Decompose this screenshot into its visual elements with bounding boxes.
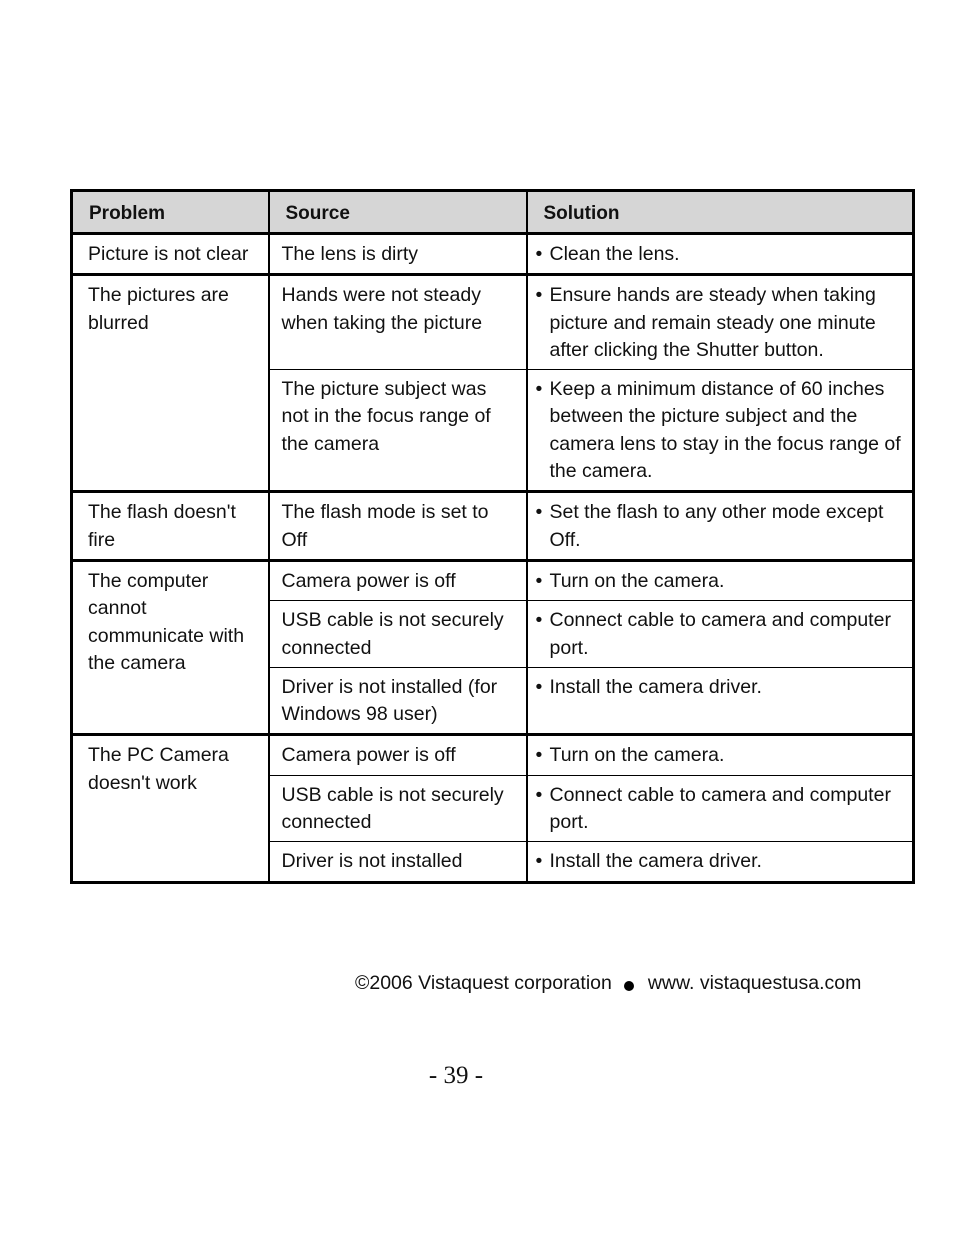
bullet-mark: • (535, 378, 543, 401)
bullet-mark: • (535, 783, 543, 806)
source-cell: Hands were not steady when taking the picture (269, 275, 527, 370)
table-row (72, 735, 914, 775)
source-cell: Driver is not installed (269, 842, 527, 882)
bullet-mark: • (535, 675, 543, 698)
bullet-dot-icon (624, 981, 634, 991)
solution-cell (527, 275, 914, 370)
source-cell: Camera power is off (269, 735, 527, 775)
table-row (72, 560, 914, 600)
bullet-mark: • (535, 850, 543, 873)
source-cell: Camera power is off (269, 560, 527, 600)
solution-text: Set the flash to any other mode except Off. (549, 501, 884, 551)
table-header-row (72, 191, 914, 234)
solution-cell (527, 601, 914, 668)
copyright-text: ©2006 Vistaquest corporation (355, 972, 612, 994)
solution-cell (527, 370, 914, 492)
bullet-mark: • (535, 569, 543, 592)
page-number: - 39 - (428, 1062, 484, 1089)
problem-cell: The computer cannot communicate with the camera (72, 560, 269, 734)
table-row (72, 275, 914, 370)
table-row (72, 234, 914, 275)
solution-text: Clean the lens. (549, 243, 680, 265)
header-problem: Problem (72, 191, 269, 234)
bullet-mark: • (535, 284, 543, 307)
problem-cell: The flash doesn't fire (72, 492, 269, 561)
source-cell: Driver is not installed (for Windows 98 user) (269, 667, 527, 735)
source-cell: The picture subject was not in the focus range of the camera (269, 370, 527, 492)
solution-text: Keep a minimum distance of 60 inches between the picture subject and the camera lens to stay in the focus range of the camera. (549, 378, 901, 483)
bullet-mark: • (535, 744, 543, 767)
solution-text: Ensure hands are steady when taking picture and remain steady one minute after clicking the Shutter button. (549, 284, 876, 361)
solution-text: Install the camera driver. (549, 850, 762, 873)
solution-cell (527, 667, 914, 735)
header-source: Source (269, 191, 527, 234)
source-cell: The lens is dirty (269, 234, 527, 275)
problem-cell: The pictures are blurred (72, 275, 269, 492)
troubleshooting-table (70, 189, 915, 884)
solution-text: Connect cable to camera and computer port. (549, 609, 891, 659)
problem-cell: The PC Camera doesn't work (72, 735, 269, 882)
website-text: www. vistaquestusa.com (647, 972, 862, 994)
solution-cell (527, 735, 914, 775)
source-cell: The flash mode is set to Off (269, 492, 527, 561)
bullet-mark: • (535, 609, 543, 632)
problem-cell: Picture is not clear (72, 234, 269, 275)
table-row (72, 492, 914, 561)
page-footer (355, 972, 861, 995)
solution-cell (527, 234, 914, 275)
solution-cell (527, 492, 914, 561)
bullet-mark: • (535, 501, 543, 524)
header-solution: Solution (527, 191, 914, 234)
solution-text: Turn on the camera. (549, 744, 725, 767)
solution-cell (527, 842, 914, 882)
solution-text: Install the camera driver. (549, 675, 762, 698)
solution-cell (527, 775, 914, 842)
source-cell: USB cable is not securely connected (269, 775, 527, 842)
bullet-mark: • (535, 243, 543, 265)
source-cell: USB cable is not securely connected (269, 601, 527, 668)
solution-text: Connect cable to camera and computer port. (549, 783, 891, 834)
solution-cell (527, 560, 914, 600)
solution-text: Turn on the camera. (549, 569, 725, 592)
